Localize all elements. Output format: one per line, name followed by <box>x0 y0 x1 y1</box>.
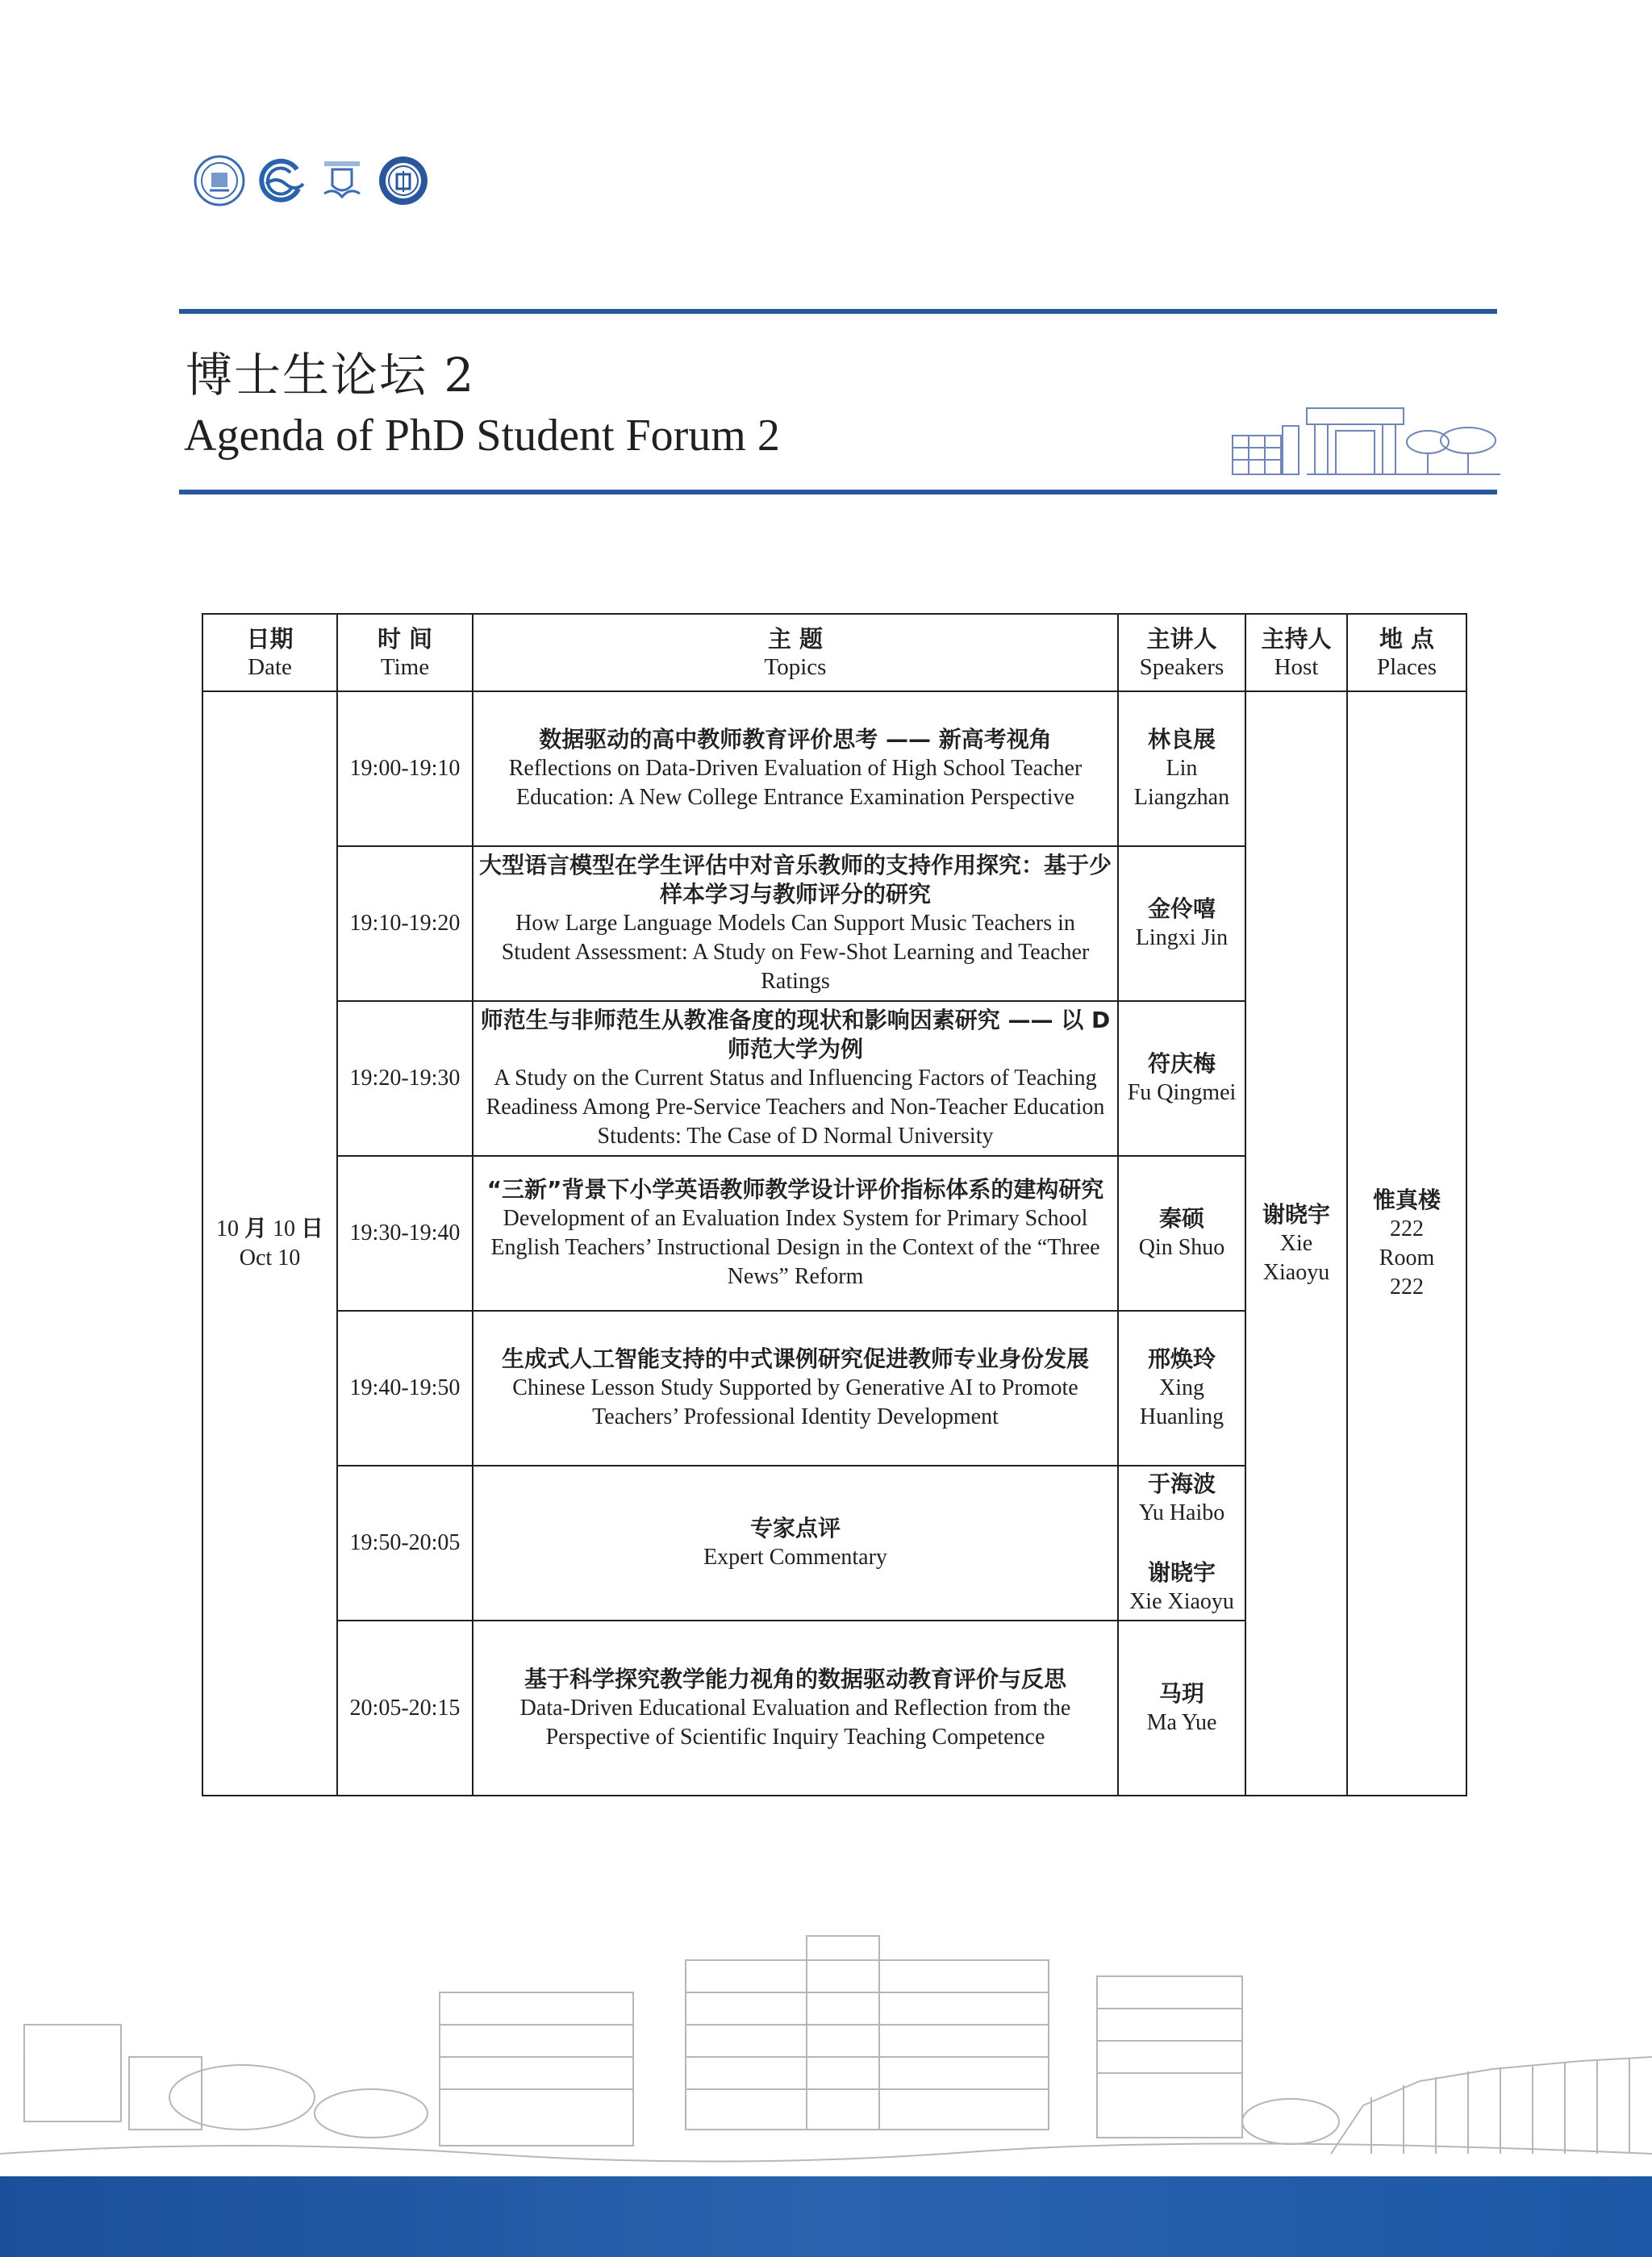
speaker-en: Ma Yue <box>1146 1709 1217 1735</box>
header-time <box>337 614 473 691</box>
session-time: 19:10-19:20 <box>337 846 473 1001</box>
college-seal-icon <box>378 155 429 207</box>
topic-cn: 专家点评 <box>749 1515 841 1542</box>
campus-cityscape-sketch <box>0 1912 1652 2176</box>
header-topics-en: Topics <box>764 654 827 680</box>
speaker-cn: 林良展 <box>1147 726 1216 753</box>
header-host-cn: 主持人 <box>1261 625 1332 653</box>
place-room-num: 222 <box>1390 1274 1424 1300</box>
date-cell <box>202 691 337 1796</box>
header-date <box>202 614 337 691</box>
session-time: 19:50-20:05 <box>337 1466 473 1621</box>
header-places-en: Places <box>1376 654 1437 680</box>
agenda-table <box>202 613 1467 1796</box>
speaker-cn: 谢晓宇 <box>1147 1559 1216 1586</box>
topic-en: Reflections on Data-Driven Evaluation of High School Teacher Education: A New College Entrance Examination Perspective <box>508 756 1083 810</box>
page-title-en: Agenda of PhD Student Forum 2 <box>184 411 780 461</box>
header-speakers <box>1118 614 1245 691</box>
university-seal-icon <box>194 155 245 207</box>
host-en-first: Xie <box>1279 1230 1313 1256</box>
speaker-en: Lin Liangzhan <box>1133 756 1230 810</box>
host-en-last: Xiaoyu <box>1262 1259 1330 1285</box>
session-speaker <box>1118 691 1245 846</box>
footer-band <box>0 2176 1652 2257</box>
host-cn: 谢晓宇 <box>1262 1200 1330 1228</box>
speaker-cn: 金伶嘻 <box>1147 895 1216 922</box>
topic-en: Expert Commentary <box>703 1545 887 1570</box>
speaker-en: Qin Shuo <box>1138 1235 1225 1260</box>
header-speakers-cn: 主讲人 <box>1146 625 1217 653</box>
header-host-en: Host <box>1274 654 1319 680</box>
speaker-en: Xing Huanling <box>1139 1375 1224 1429</box>
session-topic <box>473 846 1118 1001</box>
session-speaker <box>1118 1621 1245 1796</box>
speaker-en: Yu Haibo <box>1138 1500 1225 1525</box>
topic-en: Chinese Lesson Study Supported by Generative AI to Promote Teachers’ Professional Identity Development <box>512 1375 1078 1429</box>
header-date-cn: 日期 <box>246 625 294 653</box>
date-cn <box>203 1214 336 1244</box>
session-topic <box>473 1621 1118 1796</box>
topic-en: Development of an Evaluation Index System for Primary School English Teachers’ Instructional Design in the Context of the “Three News” Reform <box>490 1206 1100 1289</box>
speaker-cn: 符庆梅 <box>1147 1050 1216 1077</box>
session-topic <box>473 1156 1118 1311</box>
topic-en: Data-Driven Educational Evaluation and Reflection from the Perspective of Scientific Inquiry Teaching Competence <box>519 1695 1071 1750</box>
place-num: 222 <box>1390 1216 1424 1241</box>
session-speaker <box>1118 1001 1245 1156</box>
topic-cn: 大型语言模型在学生评估中对音乐教师的支持作用探究：基于少样本学习与教师评分的研究 <box>478 852 1112 907</box>
topic-cn: 生成式人工智能支持的中式课例研究促进教师专业身份发展 <box>501 1345 1089 1372</box>
speaker-cn: 马玥 <box>1158 1679 1204 1707</box>
campus-gate-sketch <box>1226 403 1500 479</box>
session-topic <box>473 1001 1118 1156</box>
topic-cn: 基于科学探究教学能力视角的数据驱动教育评价与反思 <box>524 1665 1066 1692</box>
session-topic <box>473 1466 1118 1621</box>
session-time: 19:40-19:50 <box>337 1311 473 1466</box>
header-places <box>1347 614 1466 691</box>
header-time-cn: 时 间 <box>377 625 433 653</box>
topic-en: How Large Language Models Can Support Music Teachers in Student Assessment: A Study on Few-Shot Learning and Teacher Ratings <box>501 911 1090 994</box>
session-topic <box>473 1311 1118 1466</box>
session-topic <box>473 691 1118 846</box>
speaker-cn: 秦硕 <box>1158 1205 1204 1232</box>
date-en: Oct 10 <box>239 1245 301 1270</box>
header-speakers-en: Speakers <box>1139 654 1224 680</box>
header-rule-top <box>179 309 1497 314</box>
wave-emblem-icon <box>255 155 307 207</box>
speaker-en: Xie Xiaoyu <box>1129 1589 1234 1614</box>
topic-cn: 数据驱动的高中教师教育评价思考 —— 新高考视角 <box>539 726 1052 753</box>
session-speaker <box>1118 1311 1245 1466</box>
header-date-en: Date <box>248 654 292 680</box>
host-cell <box>1245 691 1347 1796</box>
session-time: 19:30-19:40 <box>337 1156 473 1311</box>
speaker-cn: 邢焕玲 <box>1147 1345 1216 1372</box>
place-room: Room <box>1379 1245 1435 1270</box>
session-speaker <box>1118 1156 1245 1311</box>
date-day-cn: 日 <box>301 1215 324 1241</box>
logo-strip <box>194 155 429 207</box>
header-time-en: Time <box>380 654 430 680</box>
speaker-en: Fu Qingmei <box>1127 1080 1237 1105</box>
session-speaker <box>1118 1466 1245 1621</box>
speaker-cn: 于海波 <box>1147 1471 1216 1497</box>
session-time: 20:05-20:15 <box>337 1621 473 1796</box>
session-speaker <box>1118 846 1245 1001</box>
topic-cn: 师范生与非师范生从教准备度的现状和影响因素研究 —— 以 D 师范大学为例 <box>480 1007 1111 1062</box>
header-places-cn: 地 点 <box>1379 625 1435 653</box>
date-num-1: 10 <box>215 1216 239 1241</box>
place-cn: 惟真楼 <box>1372 1186 1441 1213</box>
session-time: 19:00-19:10 <box>337 691 473 846</box>
header-rule-bottom <box>179 490 1497 494</box>
speaker-en: Lingxi Jin <box>1135 925 1229 950</box>
header-host <box>1245 614 1347 691</box>
topic-en: A Study on the Current Status and Influencing Factors of Teaching Readiness Among Pre-Service Teachers and Non-Teacher Education Students: The Case of D Normal University <box>486 1066 1105 1149</box>
page-title-cn: 博士生论坛 2 <box>186 348 476 403</box>
session-time: 19:20-19:30 <box>337 1001 473 1156</box>
table-row <box>202 691 1466 846</box>
speaker-gap <box>1119 1528 1245 1558</box>
shield-emblem-icon <box>316 155 368 207</box>
topic-cn: “三新”背景下小学英语教师教学设计评价指标体系的建构研究 <box>486 1176 1104 1203</box>
header-topics <box>473 614 1118 691</box>
place-cell <box>1347 691 1466 1796</box>
header-topics-cn: 主 题 <box>767 625 824 653</box>
table-header-row <box>202 614 1466 691</box>
date-num-2: 10 <box>273 1216 295 1241</box>
date-month-cn: 月 <box>244 1215 267 1241</box>
